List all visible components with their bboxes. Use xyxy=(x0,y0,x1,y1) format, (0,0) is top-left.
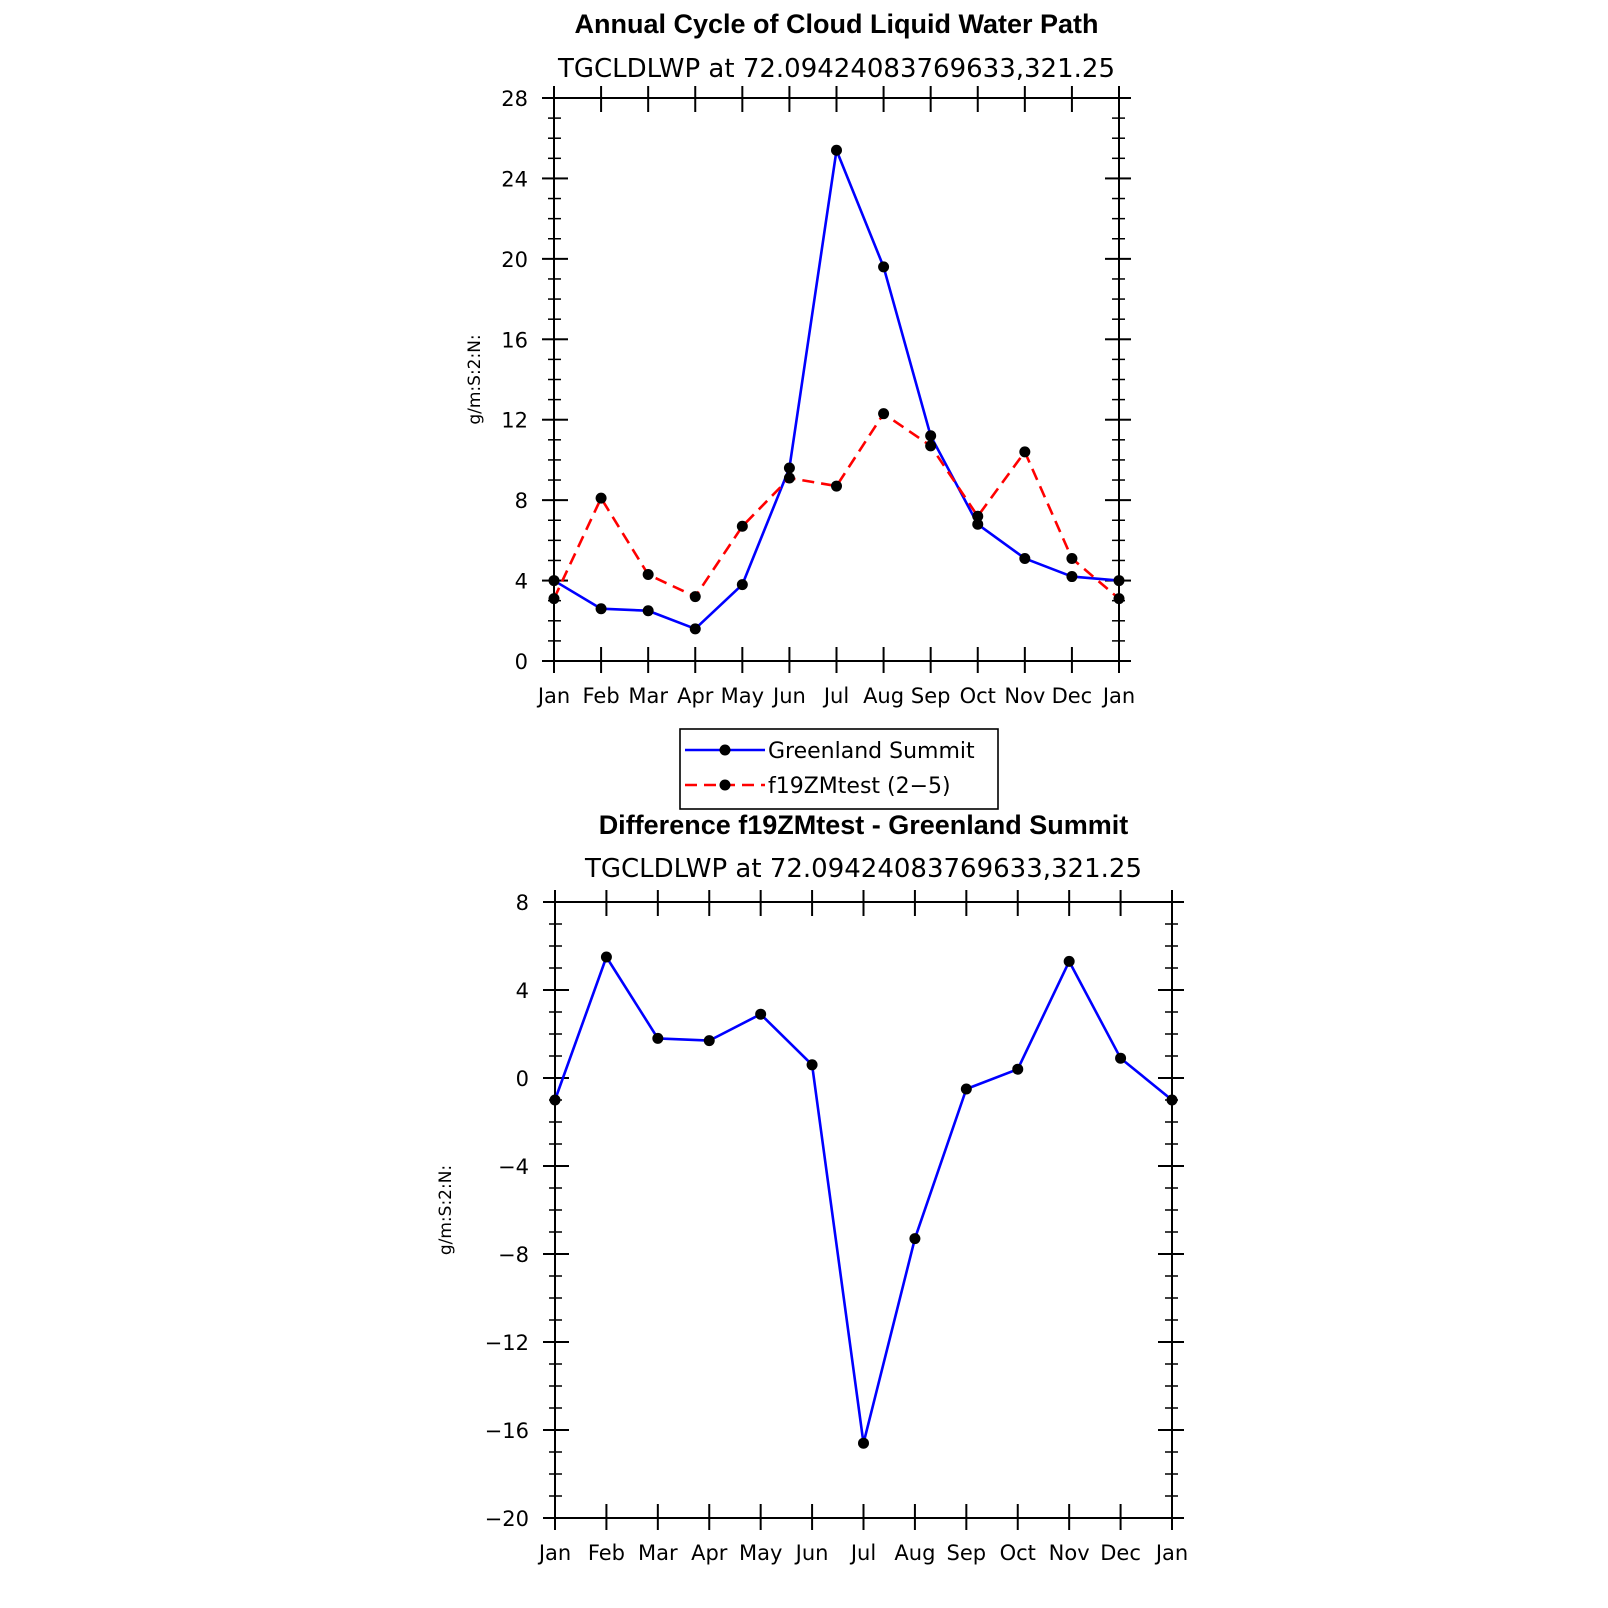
data-point-0 xyxy=(925,430,936,441)
annual-cycle-chart xyxy=(465,9,1135,708)
chart-title: Annual Cycle of Cloud Liquid Water Path xyxy=(574,9,1099,39)
chart-subtitle: TGCLDLWP at 72.09424083769633,321.25 xyxy=(557,54,1116,84)
legend xyxy=(680,729,998,809)
x-tick-label: Jan xyxy=(1155,1541,1189,1565)
data-point-0 xyxy=(643,605,654,616)
data-point-0 xyxy=(755,1009,766,1020)
x-tick-label: May xyxy=(720,684,765,708)
y-tick-label: 4 xyxy=(515,979,529,1003)
data-point-0 xyxy=(601,952,612,963)
data-point-0 xyxy=(1012,1064,1023,1075)
data-point-0 xyxy=(549,575,560,586)
y-tick-label: −16 xyxy=(484,1419,529,1443)
data-point-1 xyxy=(784,473,795,484)
y-tick-label: 4 xyxy=(514,569,528,594)
x-tick-label: Feb xyxy=(582,684,620,708)
x-tick-label: Nov xyxy=(1004,684,1046,708)
data-point-0 xyxy=(596,603,607,614)
y-tick-label: 16 xyxy=(501,328,528,353)
x-tick-label: Feb xyxy=(587,1541,626,1565)
x-tick-label: Apr xyxy=(691,1541,728,1565)
data-point-1 xyxy=(690,591,701,602)
y-tick-label: −4 xyxy=(498,1155,529,1179)
difference-chart xyxy=(436,810,1188,1565)
data-point-0 xyxy=(550,1095,561,1106)
data-point-1 xyxy=(972,511,983,522)
x-tick-label: Apr xyxy=(677,684,714,708)
legend-entry: Greenland Summit xyxy=(768,739,975,764)
y-tick-label: 20 xyxy=(501,247,528,272)
x-tick-label: Mar xyxy=(628,684,668,708)
data-point-0 xyxy=(1115,1053,1126,1064)
x-tick-label: Oct xyxy=(999,1541,1036,1565)
x-tick-label: Aug xyxy=(863,684,905,708)
x-tick-label: Sep xyxy=(946,1541,987,1565)
data-point-0 xyxy=(1064,956,1075,967)
y-tick-label: 0 xyxy=(515,1067,529,1091)
data-point-0 xyxy=(1167,1095,1178,1106)
data-point-0 xyxy=(784,462,795,473)
legend-marker-0 xyxy=(720,745,731,756)
data-point-1 xyxy=(878,408,889,419)
data-point-0 xyxy=(1019,553,1030,564)
x-tick-label: Jan xyxy=(537,684,571,708)
data-point-0 xyxy=(1066,571,1077,582)
series-line-1 xyxy=(554,414,1119,599)
x-tick-label: Jan xyxy=(538,1541,572,1565)
data-point-1 xyxy=(831,481,842,492)
y-tick-label: 0 xyxy=(514,650,528,674)
x-tick-label: Dec xyxy=(1051,684,1093,708)
data-point-0 xyxy=(737,579,748,590)
x-tick-label: Jul xyxy=(850,1541,877,1565)
data-point-0 xyxy=(831,145,842,156)
data-point-0 xyxy=(878,261,889,272)
x-tick-label: Mar xyxy=(638,1541,678,1565)
data-point-1 xyxy=(643,569,654,580)
y-axis-label: g/m:S:2:N: xyxy=(436,1164,456,1256)
x-tick-label: Dec xyxy=(1100,1541,1141,1565)
data-point-1 xyxy=(596,493,607,504)
plot-frame xyxy=(554,98,1119,661)
x-tick-label: May xyxy=(738,1541,783,1565)
y-tick-label: 24 xyxy=(501,167,528,192)
data-point-0 xyxy=(704,1035,715,1046)
y-tick-label: −20 xyxy=(484,1507,529,1531)
legend-marker-1 xyxy=(720,780,731,791)
x-tick-label: Jan xyxy=(1102,684,1136,708)
data-point-1 xyxy=(925,440,936,451)
data-point-0 xyxy=(858,1438,869,1449)
y-tick-label: −12 xyxy=(484,1331,529,1355)
data-point-1 xyxy=(1019,446,1030,457)
data-point-0 xyxy=(961,1084,972,1095)
legend-entry: f19ZMtest (2−5) xyxy=(768,774,951,799)
data-point-1 xyxy=(1066,553,1077,564)
x-tick-label: Jun xyxy=(795,1541,829,1565)
data-point-0 xyxy=(807,1059,818,1070)
y-tick-label: 8 xyxy=(515,891,529,915)
data-point-0 xyxy=(909,1233,920,1244)
plot-frame xyxy=(555,902,1172,1518)
data-point-0 xyxy=(652,1033,663,1044)
data-point-1 xyxy=(1114,593,1125,604)
y-tick-label: −8 xyxy=(498,1243,529,1267)
data-point-1 xyxy=(737,521,748,532)
x-tick-label: Sep xyxy=(910,684,951,708)
y-axis-label: g/m:S:2:N: xyxy=(465,334,485,425)
chart-title: Difference f19ZMtest - Greenland Summit xyxy=(598,810,1129,840)
data-point-0 xyxy=(690,623,701,634)
x-tick-label: Oct xyxy=(959,684,996,708)
data-point-0 xyxy=(1114,575,1125,586)
y-tick-label: 8 xyxy=(514,489,528,514)
y-tick-label: 28 xyxy=(501,87,528,111)
x-tick-label: Nov xyxy=(1048,1541,1090,1565)
x-tick-label: Aug xyxy=(894,1541,936,1565)
x-tick-label: Jul xyxy=(823,684,850,708)
y-tick-label: 12 xyxy=(501,408,528,433)
series-line-0 xyxy=(555,957,1172,1443)
x-tick-label: Jun xyxy=(773,684,806,708)
chart-subtitle: TGCLDLWP at 72.09424083769633,321.25 xyxy=(584,854,1143,884)
data-point-1 xyxy=(549,593,560,604)
